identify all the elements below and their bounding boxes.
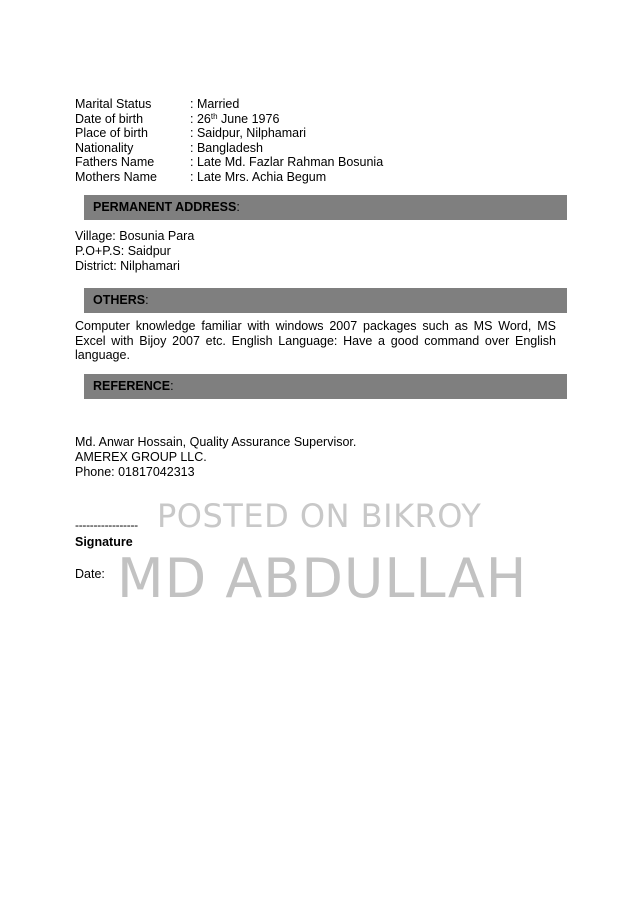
others-heading-bar	[84, 288, 567, 313]
heading-colon: :	[145, 293, 149, 307]
address-line: P.O+P.S: Saidpur	[75, 244, 171, 258]
info-row-place-of-birth	[75, 126, 383, 141]
info-value: : Bangladesh	[190, 140, 263, 155]
dob-month-year: June 1976	[217, 111, 280, 126]
info-value: : Saidpur, Nilphamari	[190, 126, 307, 141]
info-value: : Married	[190, 97, 240, 111]
dob-day: : 26	[190, 111, 211, 126]
info-label: Place of birth	[75, 126, 148, 141]
info-value: : Late Md. Fazlar Rahman Bosunia	[190, 155, 384, 170]
info-row-marital-status	[75, 97, 383, 112]
info-value: : Late Mrs. Achia Begum	[190, 169, 327, 184]
signature-label: Signature	[75, 535, 133, 549]
heading-colon: :	[236, 200, 240, 214]
info-value	[190, 112, 279, 127]
signature-line: -----------------	[75, 518, 138, 532]
info-label: Marital Status	[75, 97, 152, 111]
info-label: Date of birth	[75, 111, 144, 126]
info-row-nationality	[75, 141, 383, 156]
section-heading: PERMANENT ADDRESS	[93, 200, 237, 214]
address-line: Village: Bosunia Para	[75, 229, 195, 243]
info-label: Mothers Name	[75, 169, 157, 184]
reference-line: Phone: 01817042313	[75, 465, 195, 479]
info-label: Fathers Name	[75, 155, 155, 170]
section-heading: OTHERS	[93, 293, 146, 307]
permanent-address-block	[75, 229, 194, 274]
reference-heading-bar	[84, 374, 567, 399]
info-row-date-of-birth	[75, 112, 383, 127]
watermark-posted-on: POSTED ON BIKROY	[157, 497, 482, 535]
dob-ordinal: th	[210, 111, 218, 121]
personal-info-table	[75, 97, 383, 185]
date-label: Date:	[75, 567, 105, 581]
info-label: Nationality	[75, 140, 134, 155]
permanent-address-heading-bar	[84, 195, 567, 220]
reference-block	[75, 435, 356, 480]
heading-colon: :	[170, 379, 174, 393]
section-heading: REFERENCE	[93, 379, 171, 393]
address-line: District: Nilphamari	[75, 259, 180, 273]
info-row-mothers-name	[75, 170, 383, 185]
others-paragraph: Computer knowledge familiar with windows 2007 packages such as MS Word, MS Excel with Bijoy 2007 etc. English Language: Have a good command over English language.	[75, 319, 556, 363]
reference-line: Md. Anwar Hossain, Quality Assurance Supervisor.	[75, 435, 357, 449]
reference-line: AMEREX GROUP LLC.	[75, 450, 207, 464]
info-row-fathers-name	[75, 155, 383, 170]
watermark-name: MD ABDULLAH	[117, 547, 528, 610]
